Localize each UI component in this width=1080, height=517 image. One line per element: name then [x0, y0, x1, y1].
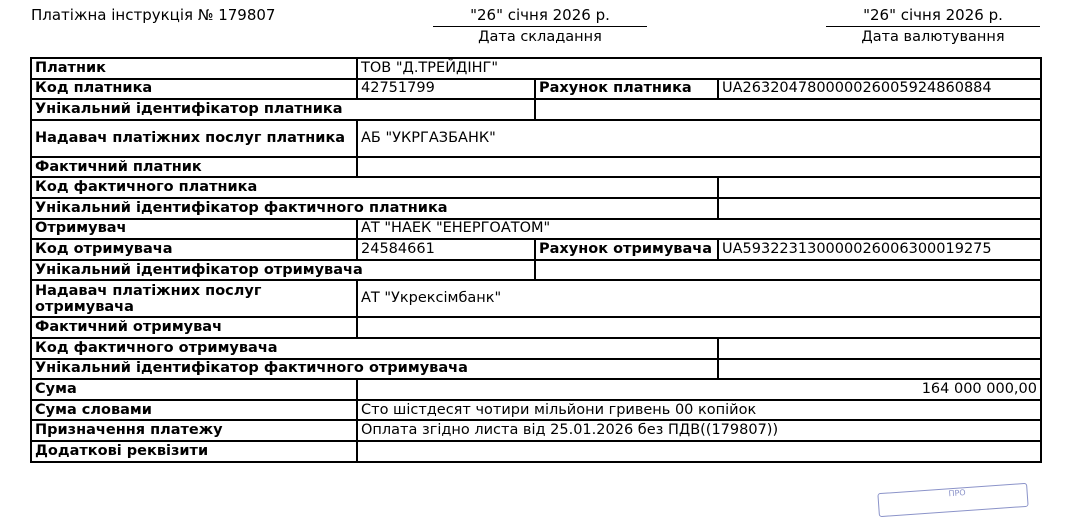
document-title: Платіжна інструкція № 179807: [31, 6, 276, 24]
payer-account: UA263204780000026005924860884: [718, 79, 1041, 100]
recipient-code: 24584661: [357, 239, 535, 260]
date-value-value: "26" січня 2026 р.: [826, 0, 1040, 27]
actual-payer-code-label: Код фактичного платника: [31, 177, 718, 198]
payer-uid-row: [31, 99, 1041, 120]
date-created-block: [433, 0, 647, 47]
recipient-row: [31, 219, 1041, 240]
recipient-account-label: Рахунок отримувача: [535, 239, 718, 260]
payer-code-label: Код платника: [31, 79, 357, 100]
purpose-row: [31, 420, 1041, 441]
actual-recipient-value: [357, 317, 1041, 338]
actual-recipient-code-label: Код фактичного отримувача: [31, 338, 718, 359]
payer-account-label: Рахунок платника: [535, 79, 718, 100]
extra-details-value: [357, 441, 1041, 462]
actual-recipient-row: [31, 317, 1041, 338]
actual-recipient-uid-label: Унікальний ідентифікатор фактичного отримувача: [31, 359, 718, 380]
payer-uid-value: [535, 99, 1041, 120]
actual-recipient-uid-value: [718, 359, 1041, 380]
actual-payer-uid-value: [718, 198, 1041, 219]
amount-row: [31, 379, 1041, 400]
payer-code-row: [31, 79, 1041, 100]
recipient-provider-row: [31, 280, 1041, 317]
payer-label: Платник: [31, 58, 357, 79]
recipient-code-label: Код отримувача: [31, 239, 357, 260]
actual-payer-code-value: [718, 177, 1041, 198]
actual-payer-uid-label: Унікальний ідентифікатор фактичного платника: [31, 198, 718, 219]
recipient-code-row: [31, 239, 1041, 260]
date-value-block: [826, 0, 1040, 47]
bank-stamp-text: ПРО: [948, 488, 966, 499]
extra-details-row: [31, 441, 1041, 462]
payer-row: [31, 58, 1041, 79]
recipient-provider: АТ "Укрексімбанк": [357, 280, 1041, 317]
actual-recipient-uid-row: [31, 359, 1041, 380]
purpose-value: Оплата згідно листа від 25.01.2026 без ПДВ((179807)): [357, 420, 1041, 441]
recipient-uid-row: [31, 260, 1041, 281]
date-value-caption: Дата валютування: [861, 29, 1005, 45]
actual-payer-value: [357, 157, 1041, 178]
amount-words-label: Сума словами: [31, 400, 357, 421]
payer-code: 42751799: [357, 79, 535, 100]
actual-payer-row: [31, 157, 1041, 178]
recipient-uid-value: [535, 260, 1041, 281]
payer-uid-label: Унікальний ідентифікатор платника: [31, 99, 535, 120]
actual-payer-label: Фактичний платник: [31, 157, 357, 178]
recipient-name: АТ "НАЕК "ЕНЕРГОАТОМ": [357, 219, 1041, 240]
date-created-value: "26" січня 2026 р.: [433, 0, 647, 27]
actual-payer-uid-row: [31, 198, 1041, 219]
amount-label: Сума: [31, 379, 357, 400]
bank-stamp: [877, 483, 1028, 517]
actual-recipient-code-value: [718, 338, 1041, 359]
date-created-caption: Дата складання: [478, 29, 602, 45]
actual-recipient-label: Фактичний отримувач: [31, 317, 357, 338]
payer-provider-row: [31, 120, 1041, 157]
amount-words-row: [31, 400, 1041, 421]
actual-payer-code-row: [31, 177, 1041, 198]
recipient-label: Отримувач: [31, 219, 357, 240]
actual-recipient-code-row: [31, 338, 1041, 359]
amount-value: 164 000 000,00: [357, 379, 1041, 400]
payer-name: ТОВ "Д.ТРЕЙДІНГ": [357, 58, 1041, 79]
payer-provider-label: Надавач платіжних послуг платника: [31, 120, 357, 157]
payer-provider: АБ "УКРГАЗБАНК": [357, 120, 1041, 157]
recipient-uid-label: Унікальний ідентифікатор отримувача: [31, 260, 535, 281]
extra-details-label: Додаткові реквізити: [31, 441, 357, 462]
amount-words-value: Сто шістдесят чотири мільйони гривень 00 копійок: [357, 400, 1041, 421]
payment-form-table: [30, 57, 1042, 463]
purpose-label: Призначення платежу: [31, 420, 357, 441]
recipient-account: UA593223130000026006300019275: [718, 239, 1041, 260]
recipient-provider-label: Надавач платіжних послуг отримувача: [31, 280, 357, 317]
